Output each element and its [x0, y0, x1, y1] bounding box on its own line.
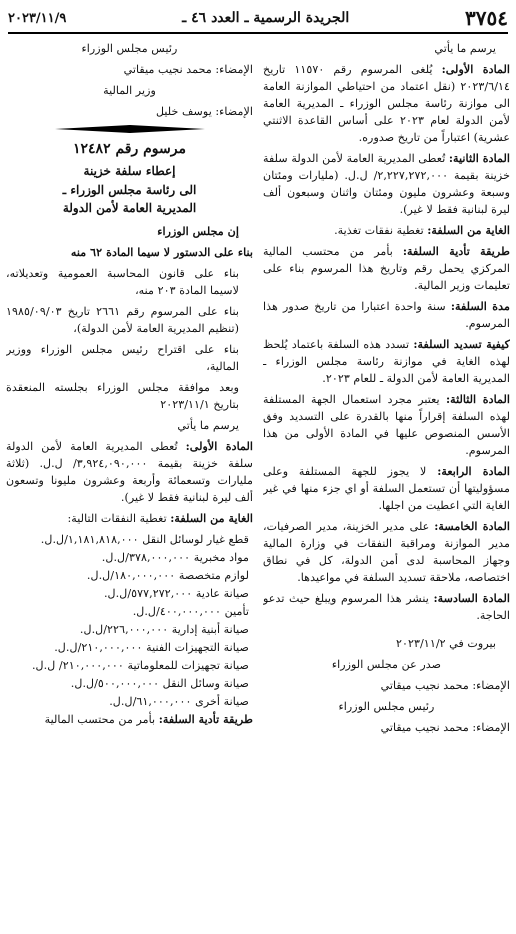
decree-subtitle-2: الى رئاسة مجلس الوزراء ـ — [62, 182, 197, 197]
issued-by: صدر عن مجلس الوزراء — [331, 657, 442, 671]
article-text: يعتبر مجرد استعمال الجهة المستلفة لهذه السلفة إقراراً منها بالقدرة على التسديد وفق الأسس المنصوص عليها في المادة الأولى من هذا المرسوم. — [263, 393, 510, 458]
decree-intro: يرسم ما يأتي — [434, 42, 496, 55]
article-label: المادة الثانية: — [448, 151, 510, 166]
article-label: طريقة تأدية السلفة: — [402, 244, 510, 259]
columns — [6, 40, 510, 926]
article-label: الغاية من السلفة: — [170, 511, 253, 526]
article-label: طريقة تأدية السلفة: — [158, 712, 253, 727]
issue-date: ٢٠٢٣/١١/٩ — [8, 10, 67, 26]
article-4 — [263, 463, 510, 514]
article-1 — [6, 438, 253, 506]
list-item: قطع غيار لوسائل النقل ١,١٨١,٨١٨,٠٠٠/ل.ل. — [40, 533, 249, 547]
left-column — [6, 40, 253, 926]
expense-list — [6, 531, 253, 710]
signature-2: الإمضاء: محمد نجيب ميقاتي — [380, 720, 510, 734]
article-text: يُلغى المرسوم رقم ١١٥٧٠ تاريخ ٢٠٢٣/٦/١٤ (نقل اعتماد من احتياطي الموازنة العامة الى موازنة رئاسة مجلس الوزراء ـ المديرية العامة لأمن الدولة لعام ٢٠٢٣ على أساس القاعدة الاثنتي عشرية) اعتباراً من تاريخ صدوره. — [263, 63, 510, 145]
list-item: لوازم متخصصة ١٨٠,٠٠٠,٠٠٠/ل.ل. — [86, 569, 249, 583]
finance-title: وزير المالية — [103, 84, 156, 98]
article-label: مدة السلفة: — [450, 299, 510, 314]
list-item: تأمين ٤٠٠,٠٠٠,٠٠٠/ل.ل. — [132, 605, 249, 619]
article-text: ينشر هذا المرسوم ويبلغ حيث تدعو الحاجة. — [263, 592, 510, 623]
basis-decree: بناء على المرسوم رقم ٢٦٦١ تاريخ ١٩٨٥/٠٩/٠٣ (تنظيم المديرية العامة لأمن الدولة)، — [6, 305, 239, 336]
decree-subtitle-1: إعطاء سلفة خزينة — [83, 164, 176, 179]
basis-proposal: بناء على اقتراح رئيس مجلس الوزراء ووزير المالية، — [6, 343, 239, 374]
article-text: بأمر من محتسب المالية المركزي يحمل رقم وتاريخ هذا المرسوم بناء على تعليمات وزير المالية. — [263, 245, 510, 293]
article-label: كيفية تسديد السلفة: — [413, 337, 510, 352]
article-text: سنة واحدة اعتبارا من تاريخ صدور هذا المرسوم. — [263, 300, 510, 331]
article-text: تغطية نفقات تغذية. — [334, 224, 424, 238]
list-item: صيانة أخرى ٦١,٠٠٠,٠٠٠/ل.ل. — [109, 695, 249, 709]
advance-repay — [6, 711, 253, 728]
article-label: الغاية من السلفة: — [427, 223, 510, 238]
decree-title: مرسوم رقم ١٢٤٨٢ — [73, 141, 186, 158]
council-heading: إن مجلس الوزراء — [157, 224, 239, 239]
advance-duration — [263, 298, 510, 332]
pm-title: رئيس مجلس الوزراء — [338, 699, 435, 713]
finance-signature: الإمضاء: يوسف خليل — [155, 105, 253, 119]
place-date: بيروت في ٢٠٢٣/١١/٢ — [396, 636, 496, 650]
article-label: المادة الأولى: — [185, 439, 253, 454]
article-text: تُعطى المديرية العامة لأمن الدولة سلفة خزينة بقيمة ٢,٢٢٧,٢٧٢,٠٠٠/ ل.ل. (مليارات ومئتان وسبعة وعشرون مليون ومئتان واثنان وسبعون ألف ليرة لبنانية فقط لا غير). — [263, 152, 510, 217]
article-text: تغطية النفقات التالية: — [67, 512, 167, 526]
advance-purpose — [263, 222, 510, 239]
list-item: صيانة تجهيزات للمعلوماتية ٢١٠,٠٠٠,٠٠٠/ ل.ل. — [31, 659, 249, 673]
pm-title: رئيس مجلس الوزراء — [81, 42, 178, 55]
basis-approval: وبعد موافقة مجلس الوزراء بجلسته المنعقدة بتاريخ ٢٠٢٣/١١/١ — [6, 381, 239, 412]
article-text: تسدد هذه السلفة باعتماد يُلحظ لهذه الغاية في موازنة رئاسة مجلس الوزراء ـ المديرية العامة لأمن الدولة ـ للعام ٢٠٢٣. — [263, 338, 510, 386]
decree-intro: يرسم ما يأتي — [177, 419, 239, 433]
article-text: تُعطى المديرية العامة لأمن الدولة سلفة خزينة بقيمة ٣,٩٢٤,٠٩٠,٠٠٠/ ل.ل. (ثلاثة مليارات وتسعمائة وأربعة وعشرون مليونا وتسعون ألف ليرة لبنانية فقط لا غير). — [6, 440, 253, 505]
page-number: ٣٧٥٤ — [465, 6, 508, 30]
signature-1: الإمضاء: محمد نجيب ميقاتي — [380, 678, 510, 692]
article-3 — [263, 391, 510, 459]
gazette-title: الجريدة الرسمية ـ العدد ٤٦ ـ — [182, 10, 350, 26]
article-2 — [263, 150, 510, 218]
article-label: المادة الأولى: — [441, 62, 510, 77]
pm-signature: الإمضاء: محمد نجيب ميقاتي — [123, 63, 253, 77]
advance-purpose — [6, 510, 253, 527]
right-column — [263, 40, 510, 926]
advance-settle — [263, 336, 510, 387]
list-item: صيانة أبنية إدارية ٢٢٦,٠٠٠,٠٠٠/ل.ل. — [79, 623, 249, 637]
advance-repay — [263, 243, 510, 294]
article-label: المادة الثالثة: — [445, 392, 510, 407]
divider-ornament-icon — [55, 125, 205, 133]
article-text: على مدير الخزينة، مدير الصرفيات، مدير الموازنة ومراقبة النفقات في وزارة المالية وجهاز المحاسبة لدى أمن الدولة، كل في نطاق اختصاصه، ملاحقة تسديد السلفة في مواعيدها. — [263, 520, 510, 585]
page-header — [8, 4, 508, 34]
article-6 — [263, 590, 510, 624]
list-item: صيانة وسائل النقل ٥٠٠,٠٠٠,٠٠٠/ل.ل. — [70, 677, 249, 691]
decree-subtitle-3: المديرية العامة لأمن الدولة — [62, 200, 197, 215]
article-label: المادة السادسة: — [433, 591, 510, 606]
article-label: المادة الخامسة: — [434, 519, 510, 534]
basis-constitution: بناء على الدستور لا سيما المادة ٦٢ منه — [70, 245, 253, 260]
article-label: المادة الرابعة: — [437, 464, 510, 479]
basis-accounting: بناء على قانون المحاسبة العمومية وتعديلاته، لاسيما المادة ٢٠٣ منه، — [6, 267, 239, 298]
list-item: مواد مخبرية ٣٧٨,٠٠٠,٠٠٠/ل.ل. — [101, 551, 249, 565]
article-text: لا يجوز للجهة المستلفة وعلى مسؤوليتها أن تستعمل السلفة أو اي جزء منها في غير الغاية التي اعطيت من اجلها. — [263, 465, 510, 513]
list-item: صيانة التجهيزات الفنية ٢١٠,٠٠٠,٠٠٠/ل.ل. — [54, 641, 249, 655]
article-text: بأمر من محتسب المالية — [44, 713, 156, 727]
list-item: صيانة عادية ٥٧٧,٢٧٢,٠٠٠/ل.ل. — [103, 587, 249, 601]
section-divider — [6, 125, 253, 133]
article-1 — [263, 61, 510, 146]
article-5 — [263, 518, 510, 586]
